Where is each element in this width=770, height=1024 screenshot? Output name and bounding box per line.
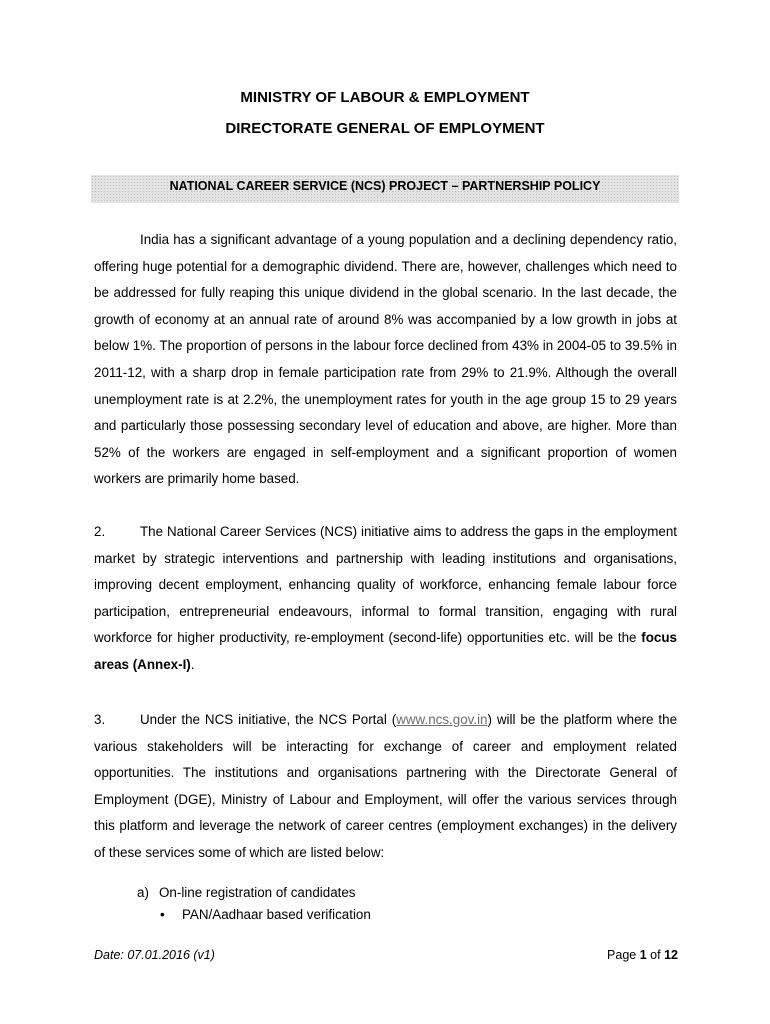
list-item-a [137, 885, 356, 900]
bullet-item [160, 907, 371, 922]
page-of: of [650, 948, 661, 962]
page-total: 12 [664, 948, 678, 962]
page-label: Page [607, 948, 637, 962]
directorate-title: DIRECTORATE GENERAL OF EMPLOYMENT [225, 120, 545, 137]
bullet-icon: • [160, 907, 165, 922]
paragraph-3-text-end: ) will be the platform where the various stakeholders will be interacting for exchange of career and employment related opportunities. The institutions and organisations partnering with the Directorate General of Employment (DGE), Ministry of Labour and Employment, will offer the various services through this platform and leverage the network of career centres (employment exchanges) in the delivery of these services some of which are listed below: [94, 712, 678, 860]
paragraph-2 [94, 519, 677, 679]
paragraph-1: India has a significant advantage of a young population and a declining dependency ratio, offering huge potential for a demographic dividend. There are, however, challenges which need to be addressed for fully reaping this unique dividend in the global scenario. In the last decade, the growth of economy at an annual rate of around 8% was accompanied by a low growth in jobs at below 1%. The proportion of persons in the labour force declined from 43% in 2004-05 to 39.5% in 2011-12, with a sharp drop in female participation rate from 29% to 21.9%. Although the overall unemployment rate is at 2.2%, the unemployment rates for youth in the age group 15 to 29 years and particularly those possessing secondary level of education and above, are higher. More than 52% of the workers are engaged in self-employment and a significant proportion of women workers are primarily home based. [94, 232, 677, 487]
paragraph-2-end: . [190, 656, 195, 672]
policy-banner: NATIONAL CAREER SERVICE (NCS) PROJECT – PARTNERSHIP POLICY [91, 175, 679, 203]
page-number [607, 948, 678, 962]
paragraph-3-text-start: Under the NCS initiative, the NCS Portal ( [140, 712, 397, 727]
bullet-item-text: PAN/Aadhaar based verification [182, 907, 371, 922]
footer-date: Date: 07.01.2016 (v1) [94, 948, 215, 962]
list-item-a-text: On-line registration of candidates [159, 885, 356, 900]
ncs-portal-link[interactable]: www.ncs.gov.in [396, 712, 488, 727]
ministry-title: MINISTRY OF LABOUR & EMPLOYMENT [240, 89, 530, 106]
paragraph-3 [94, 707, 677, 867]
list-item-a-marker: a) [137, 885, 149, 900]
page-current: 1 [639, 948, 647, 962]
focus-areas-bold: focus areas (Annex-I) [94, 630, 677, 672]
paragraph-2-text: The National Career Services (NCS) initiative aims to address the gaps in the employment market by strategic interventions and partnership with leading institutions and organisations, improving decent employment, enhancing quality of workforce, enhancing female labour force participation, entrepreneurial endeavours, informal to formal transition, engaging with rural workforce for higher productivity, re-employment (second-life) opportunities etc. will be the [94, 524, 677, 646]
paragraph-3-number: 3. [94, 712, 106, 727]
paragraph-2-number: 2. [94, 524, 106, 539]
